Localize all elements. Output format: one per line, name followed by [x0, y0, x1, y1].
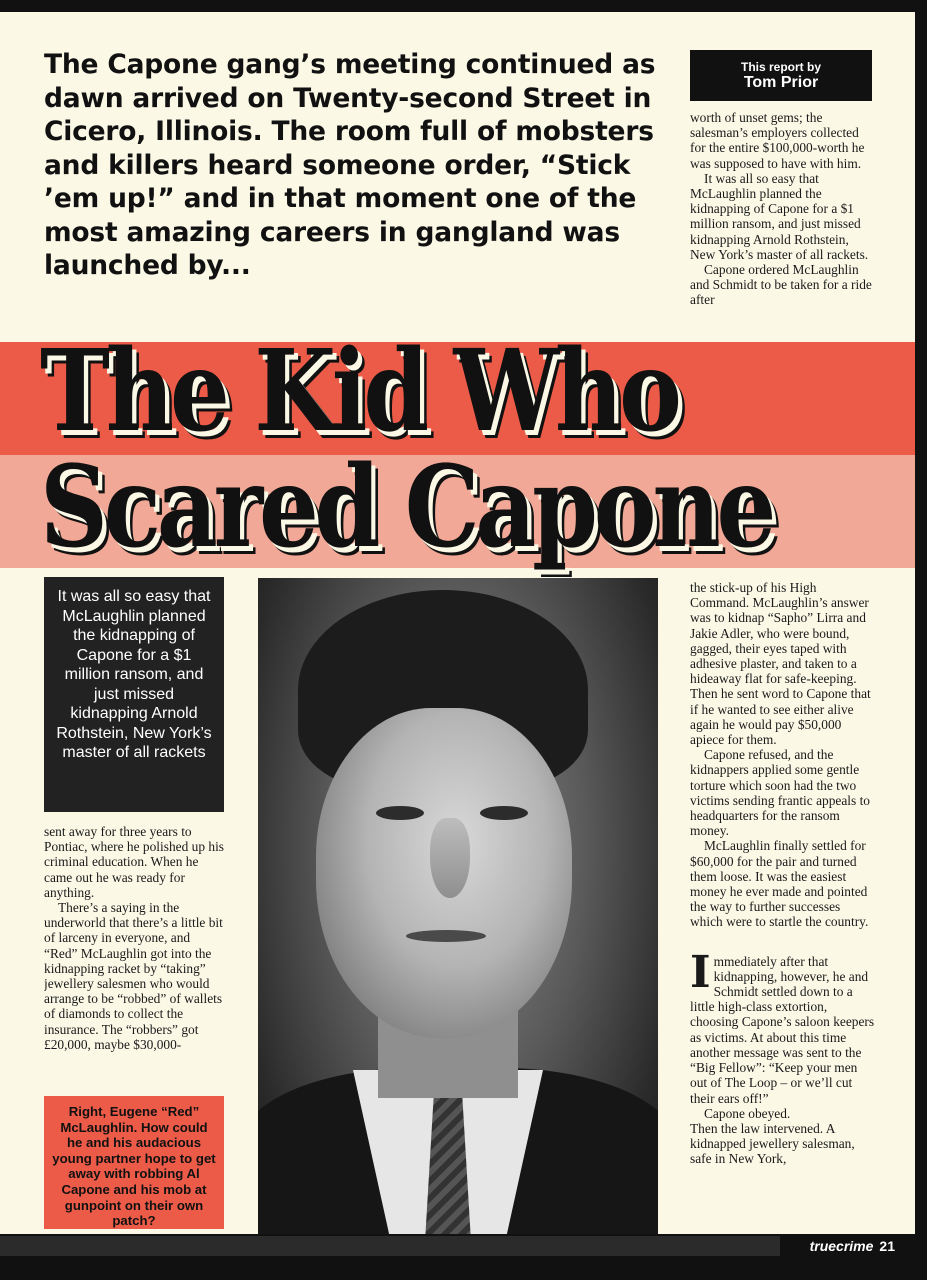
byline-box	[690, 50, 872, 101]
left-column	[44, 824, 224, 1094]
body-paragraph: the stick-up of his High Command. McLaughlin’s answer was to kidnap “Sapho” Lirra and Jakie Adler, who were bound, gagged, their eyes taped with adhesive plaster, and taken to a hideaway flat for safe-keeping. Then he sent word to Capone that if he wanted to see either alive again he would pay $50,000 apiece for them.	[690, 580, 871, 748]
body-paragraph-dropcap	[690, 946, 876, 1106]
body-paragraph: Then the law intervened. A kidnapped jewellery salesman, safe in New York,	[690, 1120, 855, 1167]
body-paragraph: Capone refused, and the kidnappers applied some gentle torture which soon had the two victims sending frantic appeals to headquarters for the ransom money.	[690, 747, 870, 839]
body-paragraph: McLaughlin finally settled for $60,000 for the pair and turned them loose. It was the easiest money he ever made and pointed the way to further successes which were to startle the country.	[690, 838, 869, 930]
page-number: 21	[879, 1238, 895, 1254]
body-paragraph: It was all so easy that McLaughlin planned the kidnapping of Capone for a $1 million ransom, and just missed kidnapping Arnold Rothstein, New York’s master of all rackets.	[690, 170, 869, 262]
right-column	[690, 580, 876, 1234]
dropcap-text: mmediately after that kidnapping, however, he and Schmidt settled down to a little high-class extortion, choosing Capone’s saloon keepers as victims. At about this time another message was sent to the “Big Fellow”: “Keep your men out of The Loop – or we’ll cut their ears off!”	[690, 953, 875, 1106]
body-paragraph: There’s a saying in the underworld that there’s a little bit of larceny in everyone, and “Red” McLaughlin got into the kidnapping racket by “taking” jewellery salesmen who would arrange to be “robbed” of wallets of diamonds to collect the insurance. The “robbers” got £20,000, maybe $30,000-	[44, 900, 223, 1052]
photo-eye-left	[376, 806, 424, 820]
portrait-photo	[258, 578, 658, 1234]
body-paragraph: sent away for three years to Pontiac, where he polished up his criminal education. When he came out he was ready for anything.	[44, 824, 224, 900]
magazine-page	[0, 12, 915, 1234]
byline-label: This report by	[740, 60, 821, 74]
headline-line-1: The Kid Who	[40, 326, 678, 457]
body-paragraph: Capone obeyed.	[704, 1105, 791, 1121]
footer-rule	[0, 1236, 780, 1256]
folio	[775, 1236, 915, 1256]
pull-quote: It was all so easy that McLaughlin planned the kidnapping of Capone for a $1 million ransom, and just missed kidnapping Arnold Rothstein, New York’s master of all rackets	[44, 577, 224, 812]
drop-cap: I	[690, 946, 711, 998]
callout-box: Right, Eugene “Red” McLaughlin. How could he and his audacious young partner hope to get away with robbing Al Capone and his mob at gunpoint on their own patch?	[44, 1096, 224, 1229]
photo-mouth	[406, 930, 486, 942]
headline-line-2: Scared Capone	[40, 442, 773, 573]
body-paragraph: Capone ordered McLaughlin and Schmidt to be taken for a ride after	[690, 262, 872, 308]
photo-nose	[430, 818, 470, 898]
top-right-column	[690, 110, 876, 352]
intro-paragraph: The Capone gang’s meeting continued as dawn arrived on Twenty-second Street in Cicero, Illinois. The room full of mobsters and killers heard someone order, “Stick ’em up!” and in that moment one of the most amazing careers in gangland was launched by...	[44, 49, 656, 281]
byline-author: Tom Prior	[743, 74, 819, 91]
photo-eye-right	[480, 806, 528, 820]
footer-brand: truecrime	[809, 1238, 874, 1254]
body-paragraph: worth of unset gems; the salesman’s employers collected for the entire $100,000-worth he was supposed to have with him.	[690, 110, 865, 171]
page-edge	[915, 0, 927, 1280]
